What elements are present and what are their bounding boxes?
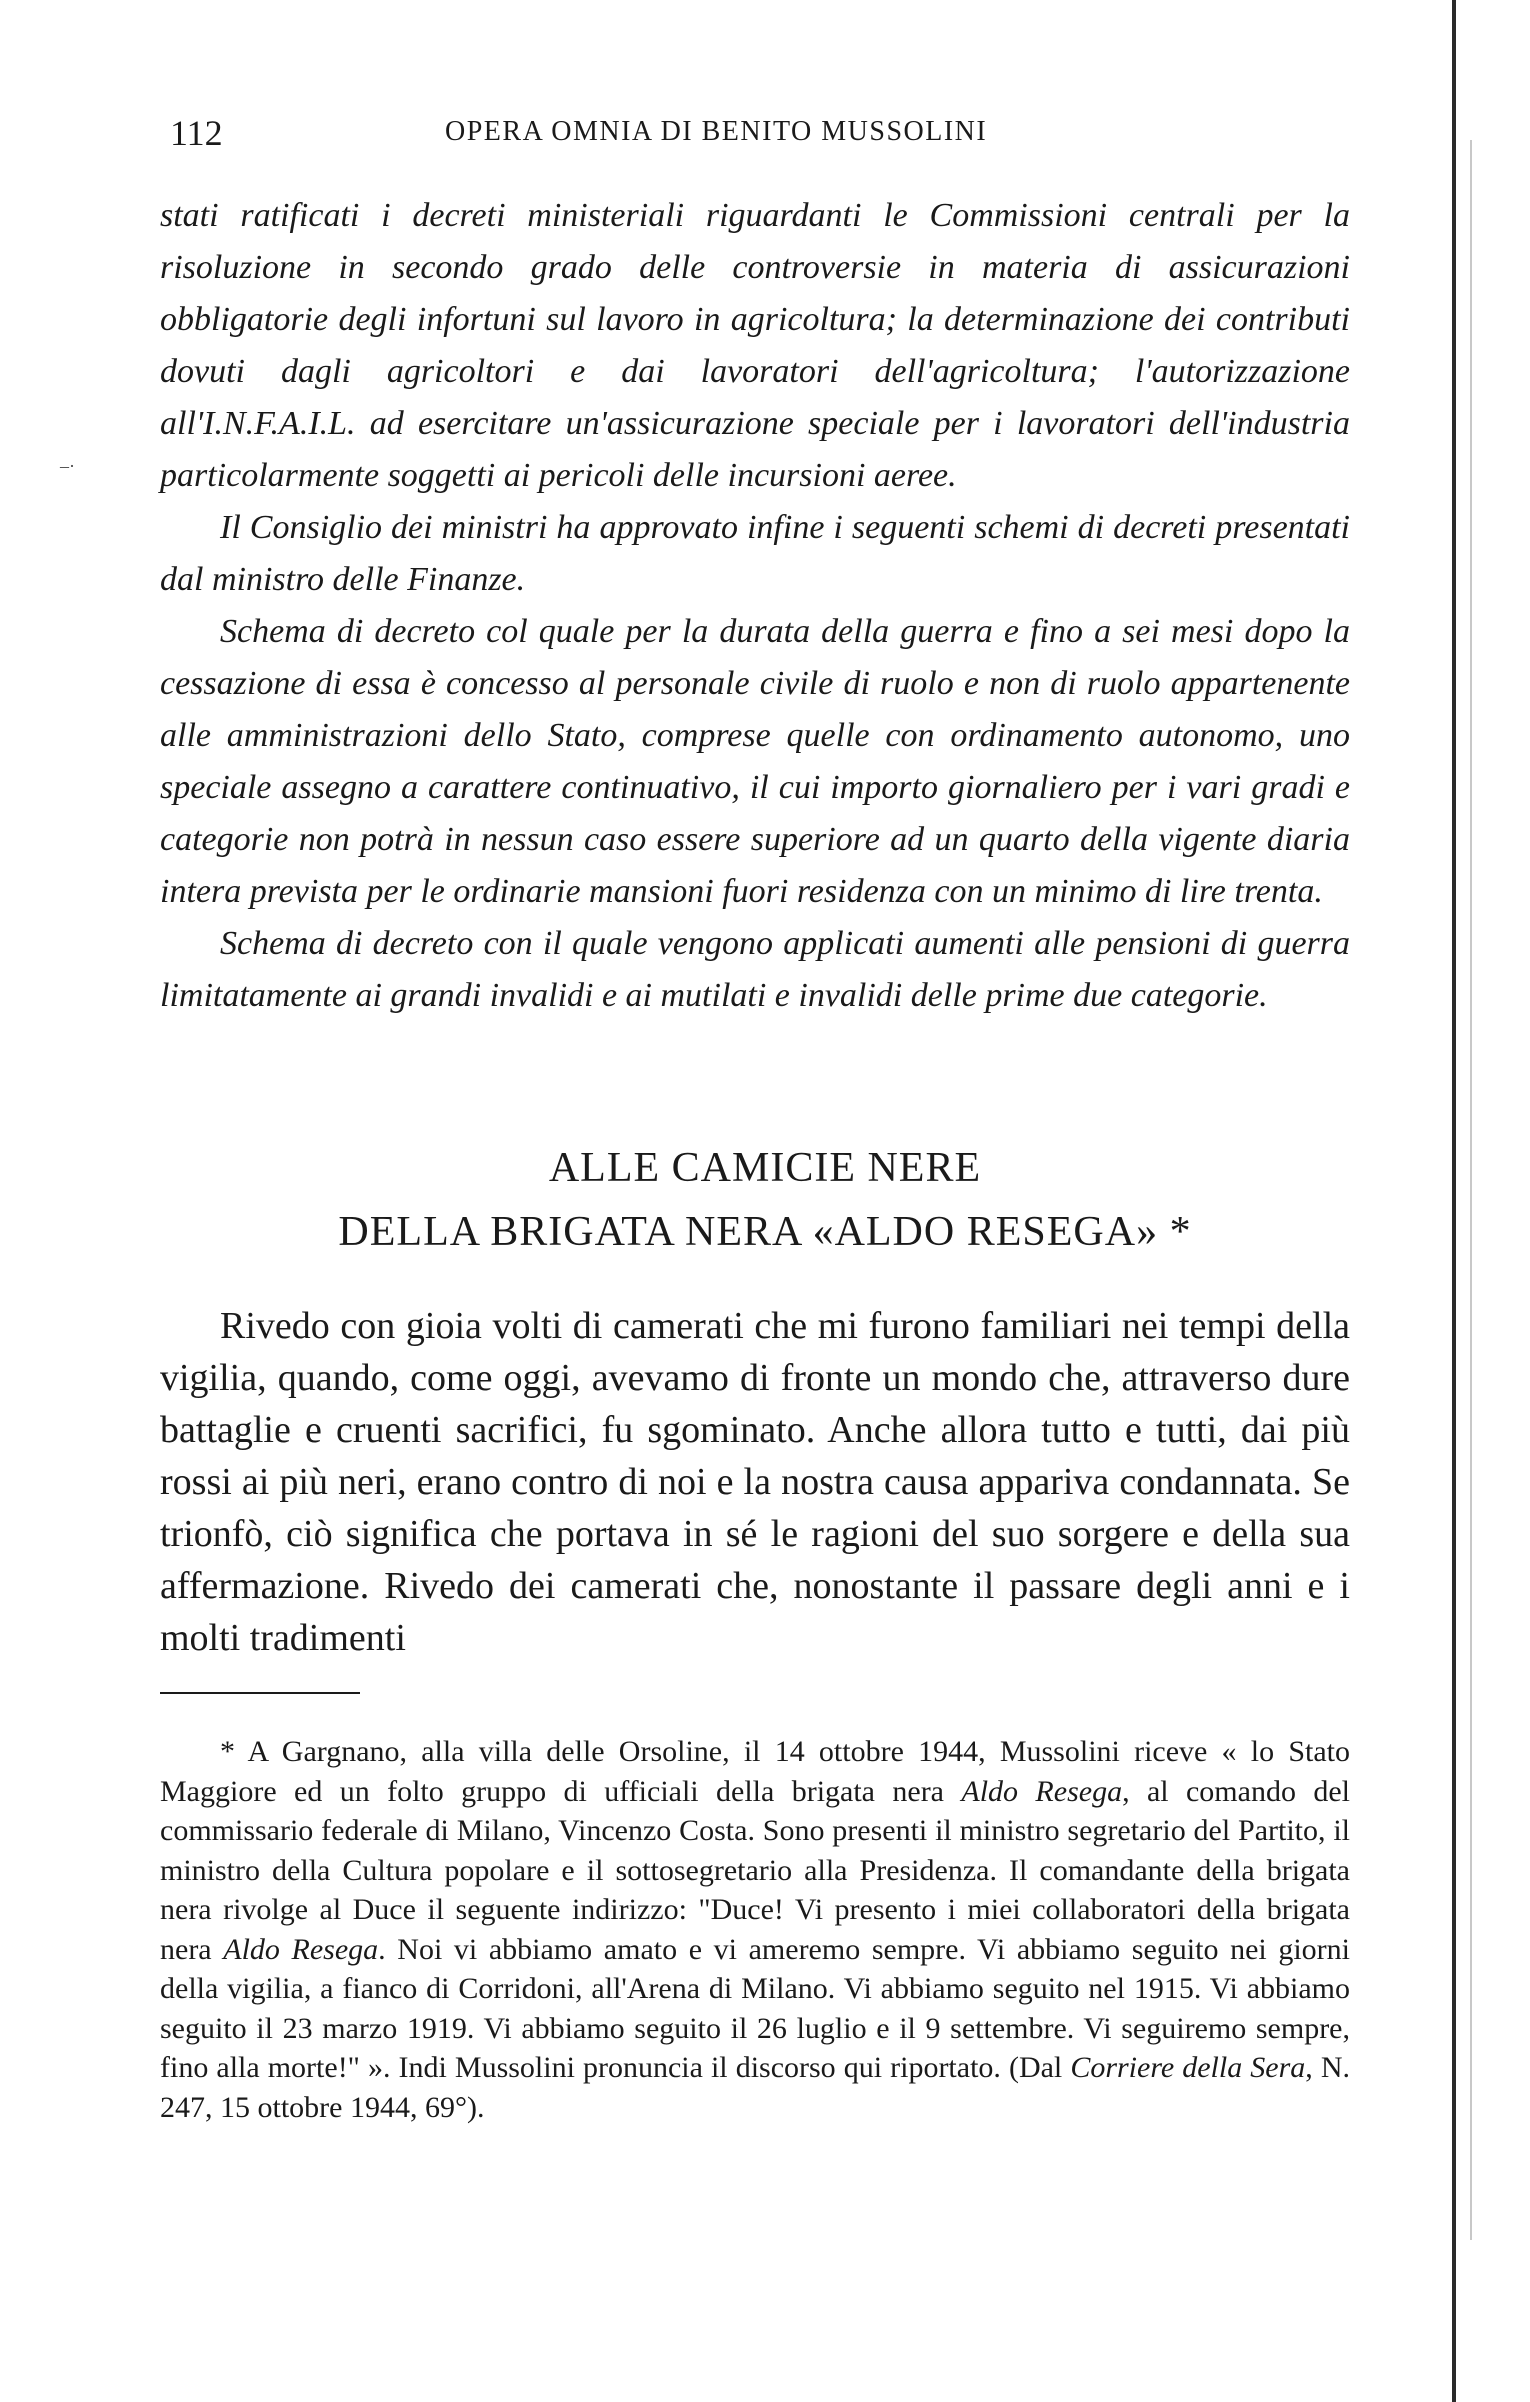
footnote-italic: Aldo Resega (961, 1774, 1123, 1808)
footnote-text: . Noi vi abbiamo amato e vi ameremo sempre. Vi abbiamo seguito nei giorni della vigilia, a fianco di Corridoni, all'Arena di Milano. Vi abbiamo seguito nel 1915. Vi abbiamo seguito il 23 marzo 1919. Vi abbiamo seguito il 26 luglio e il 9 settembre. Vi seguiremo sempre, fino alla morte!" ». Indi Mussolini pronuncia il discorso qui riportato. (Dal (160, 1932, 1350, 2084)
footnote-text: , al comando del commissario federale di Milano, Vincenzo Costa. Sono presenti il ministro segretario del Partito, il ministro della Cultura popolare e il sottosegretario alla Presidenza. Il comandante della brigata nera rivolge al Duce il seguente indirizzo: "Duce! Vi presento i miei collaboratori della brigata nera (160, 1774, 1350, 1966)
footnote-italic: Corriere della Sera (1070, 2051, 1306, 2084)
italic-paragraph: stati ratificati i decreti ministeriali riguardanti le Commissioni centrali per la risoluzione in secondo grado delle controversie in materia di assicurazioni obbligatorie degli infortuni sul lavoro in agricoltura; la determinazione dei contributi dovuti dagli agricoltori e dai lavoratori dell'agricoltura; l'autorizzazione all'I.N.F.A.I.L. ad esercitare un'assicurazione speciale per i lavoratori dell'industria particolarmente soggetti ai pericoli delle incursioni aeree. (160, 197, 1350, 494)
italic-paragraph: Schema di decreto col quale per la durata della guerra e fino a sei mesi dopo la cessazione di essa è concesso al personale civile di ruolo e non di ruolo appartenente alle amministrazioni dello Stato, comprese quelle con ordinamento autonomo, uno speciale assegno a carattere continuativo, il cui importo giornaliero per i vari gradi e categorie non potrà in nessun caso essere superiore ad un quarto della vigente diaria intera prevista per le ordinarie mansioni fuori residenza con un minimo di lire trenta. (160, 613, 1350, 910)
running-title: OPERA OMNIA DI BENITO MUSSOLINI (445, 116, 988, 147)
italic-text-block (160, 190, 1350, 1022)
body-text-block (160, 1300, 1350, 1664)
section-title (0, 1136, 1530, 1264)
footnote-text: , N. 247, 15 ottobre 1944, 69°). (160, 2051, 1350, 2124)
footnote-separator (160, 1692, 360, 1694)
margin-mark: ‒· (60, 456, 75, 476)
italic-paragraph: Schema di decreto con il quale vengono applicati aumenti alle pensioni di guerra limitatamente ai grandi invalidi e ai mutilati e invalidi delle prime due categorie. (160, 925, 1350, 1014)
footnote-block (160, 1732, 1350, 2127)
footnote-italic: Aldo Resega (223, 1932, 379, 1966)
page-number: 112 (170, 113, 223, 153)
footnote-paragraph (160, 1732, 1350, 2127)
running-header (170, 112, 1370, 162)
body-paragraph: Rivedo con gioia volti di camerati che mi furono familiari nei tempi della vigilia, quando, come oggi, avevamo di fronte un mondo che, attraverso dure battaglie e cruenti sacrifici, fu sgominato. Anche allora tutto e tutti, dai più rossi ai più neri, erano contro di noi e la nostra causa appariva condannata. Se trionfò, ciò significa che portava in sé le ragioni del suo sorgere e della sua affermazione. Rivedo dei camerati che, nonostante il passare degli anni e i molti tradimenti (160, 1305, 1350, 1659)
section-title-line-2: DELLA BRIGATA NERA «ALDO RESEGA» * (338, 1209, 1192, 1255)
footnote-text: * A Gargnano, alla villa delle Orsoline, il 14 ottobre 1944, Mussolini riceve « lo Stato Maggiore ed un folto gruppo di ufficiali della brigata nera (160, 1735, 1350, 1808)
italic-paragraph: Il Consiglio dei ministri ha approvato infine i seguenti schemi di decreti presentati dal ministro delle Finanze. (160, 509, 1350, 598)
section-title-line-1: ALLE CAMICIE NERE (548, 1145, 982, 1191)
